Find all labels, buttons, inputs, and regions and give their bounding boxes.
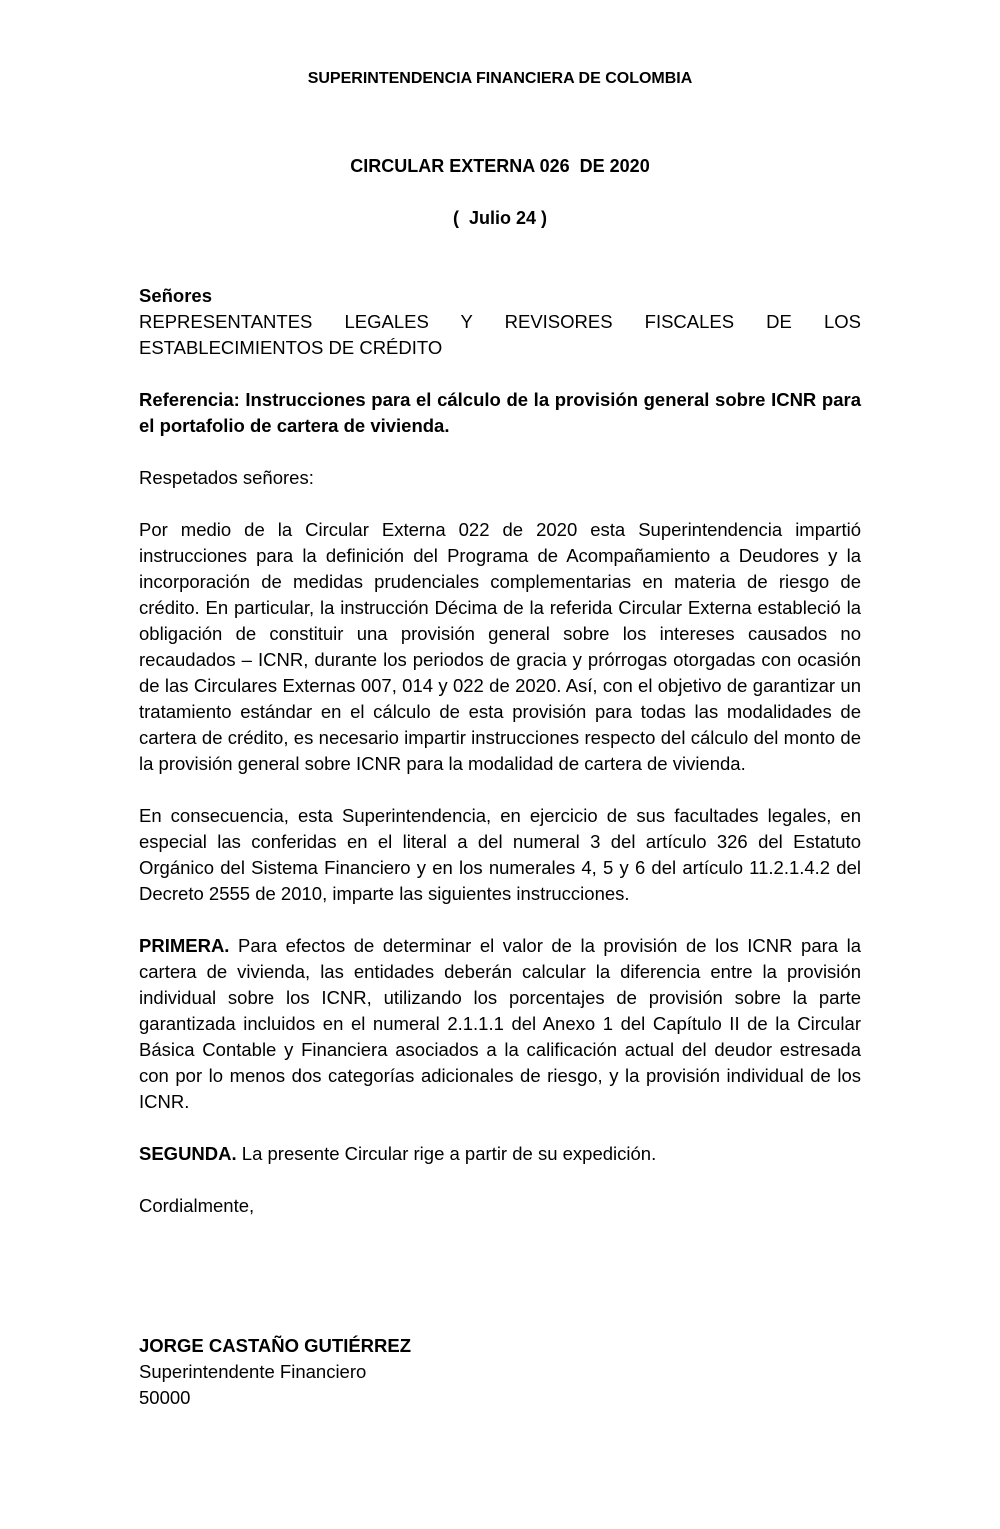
paragraph-legal-basis: En consecuencia, esta Superintendencia, en ejercicio de sus facultades legales, en especial las conferidas en el literal a del numeral 3 del artículo 326 del Estatuto Orgánico del Sistema Financiero y en los numerales 4, 5 y 6 del artículo 11.2.1.4.2 del Decreto 2555 de 2010, imparte las siguientes instrucciones. (139, 805, 861, 904)
reference: Referencia: Instrucciones para el cálculo de la provisión general sobre ICNR para el portafolio de cartera de vivienda. (139, 389, 861, 436)
instruction-first (139, 933, 861, 1115)
signer-name: JORGE CASTAÑO GUTIÉRREZ (139, 1335, 412, 1356)
instruction-first-label: PRIMERA. (139, 935, 230, 956)
paragraph-context: Por medio de la Circular Externa 022 de 2020 esta Superintendencia impartió instrucciones para la definición del Programa de Acompañamiento a Deudores y la incorporación de medidas prudenciales complementarias en materia de riesgo de crédito. En particular, la instrucción Décima de la referida Circular Externa estableció la obligación de constituir una provisión general sobre los intereses causados no recaudados – ICNR, durante los periodos de gracia y prórrogas otorgadas con ocasión de las Circulares Externas 007, 014 y 022 de 2020. Así, con el objetivo de garantizar un tratamiento estándar en el cálculo de esta provisión para todas las modalidades de cartera de crédito, es necesario impartir instrucciones respecto del cálculo del monto de la provisión general sobre ICNR para la modalidad de cartera de vivienda. (139, 519, 861, 774)
instruction-second-text: La presente Circular rige a partir de su expedición. (236, 1143, 657, 1164)
agency-name: SUPERINTENDENCIA FINANCIERA DE COLOMBIA (307, 70, 693, 87)
circular-date: ( Julio 24 ) (452, 208, 548, 228)
instruction-second-label: SEGUNDA. (139, 1143, 237, 1164)
instruction-first-text: Para efectos de determinar el valor de la provisión de los ICNR para la cartera de vivienda, las entidades deberán calcular la diferencia entre la provisión individual sobre los ICNR, utilizando los porcentajes de provisión sobre la parte garantizada incluidos en el numeral 2.1.1.1 del Anexo 1 del Capítulo II de la Circular Básica Contable y Financiera asociados a la calificación actual del deudor estresada con por lo menos dos categorías adicionales de riesgo, y la provisión individual de los ICNR. (139, 935, 861, 1112)
signature-block (139, 1333, 861, 1411)
circular-title: CIRCULAR EXTERNA 026 DE 2020 (350, 156, 650, 176)
closing: Cordialmente, (139, 1195, 255, 1216)
signer-code: 50000 (139, 1387, 191, 1408)
instruction-second (139, 1141, 861, 1167)
salutation-title: Señores (139, 285, 213, 306)
greeting: Respetados señores: (139, 467, 314, 488)
signer-position: Superintendente Financiero (139, 1361, 367, 1382)
recipients: REPRESENTANTES LEGALES Y REVISORES FISCALES DE LOS ESTABLECIMIENTOS DE CRÉDITO (139, 311, 861, 358)
document-body (139, 283, 861, 1245)
